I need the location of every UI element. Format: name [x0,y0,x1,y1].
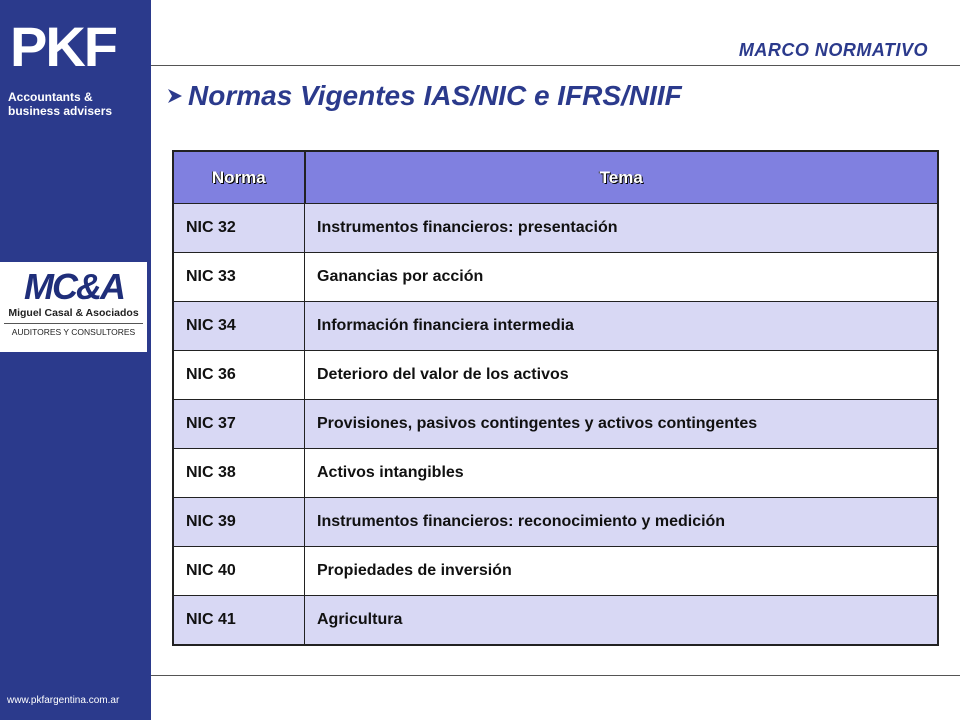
table-row [173,351,938,400]
norma-cell: NIC 33 [173,253,305,302]
norma-cell: NIC 39 [173,498,305,547]
sidebar [0,0,151,720]
partner-logo-divider [4,323,143,324]
tema-cell: Instrumentos financieros: presentación [305,204,939,253]
pkf-logo [10,18,130,70]
website-link[interactable]: www.pkfargentina.com.ar [7,695,120,706]
tema-cell: Instrumentos financieros: reconocimiento y medición [305,498,939,547]
table-header-row [173,151,938,204]
pkf-logo-text: PKF [10,18,116,70]
norma-cell: NIC 40 [173,547,305,596]
page-heading-text: Normas Vigentes IAS/NIC e IFRS/NIIF [188,80,682,111]
partner-logo-name: Miguel Casal & Asociados [8,307,139,319]
partner-logo-mark: MC&A [24,266,124,307]
column-header-tema: Tema [305,151,939,204]
header-divider [151,65,960,66]
table-row [173,449,938,498]
table-row [173,204,938,253]
tema-cell: Propiedades de inversión [305,547,939,596]
table-row [173,547,938,596]
norma-cell: NIC 32 [173,204,305,253]
norma-cell: NIC 36 [173,351,305,400]
table-row [173,596,938,646]
norma-cell: NIC 34 [173,302,305,351]
footer-divider [151,675,960,676]
arrow-bullet-icon [166,87,184,105]
table-row [173,498,938,547]
table-row [173,253,938,302]
tagline [8,90,148,118]
tema-cell: Ganancias por acción [305,253,939,302]
tagline-line1: Accountants & [8,90,93,104]
tema-cell: Agricultura [305,596,939,646]
partner-logo-subtitle: AUDITORES Y CONSULTORES [11,327,136,337]
norma-cell: NIC 37 [173,400,305,449]
tagline-line2: business advisers [8,104,113,118]
tema-cell: Activos intangibles [305,449,939,498]
norms-table [172,150,939,646]
page-heading [166,80,682,112]
section-title: MARCO NORMATIVO [738,40,928,60]
tema-cell: Deterioro del valor de los activos [305,351,939,400]
table-row [173,302,938,351]
norma-cell: NIC 38 [173,449,305,498]
table-row [173,400,938,449]
column-header-norma: Norma [173,151,305,204]
norma-cell: NIC 41 [173,596,305,646]
tema-cell: Información financiera intermedia [305,302,939,351]
partner-logo [0,262,147,352]
tema-cell: Provisiones, pasivos contingentes y activos contingentes [305,400,939,449]
